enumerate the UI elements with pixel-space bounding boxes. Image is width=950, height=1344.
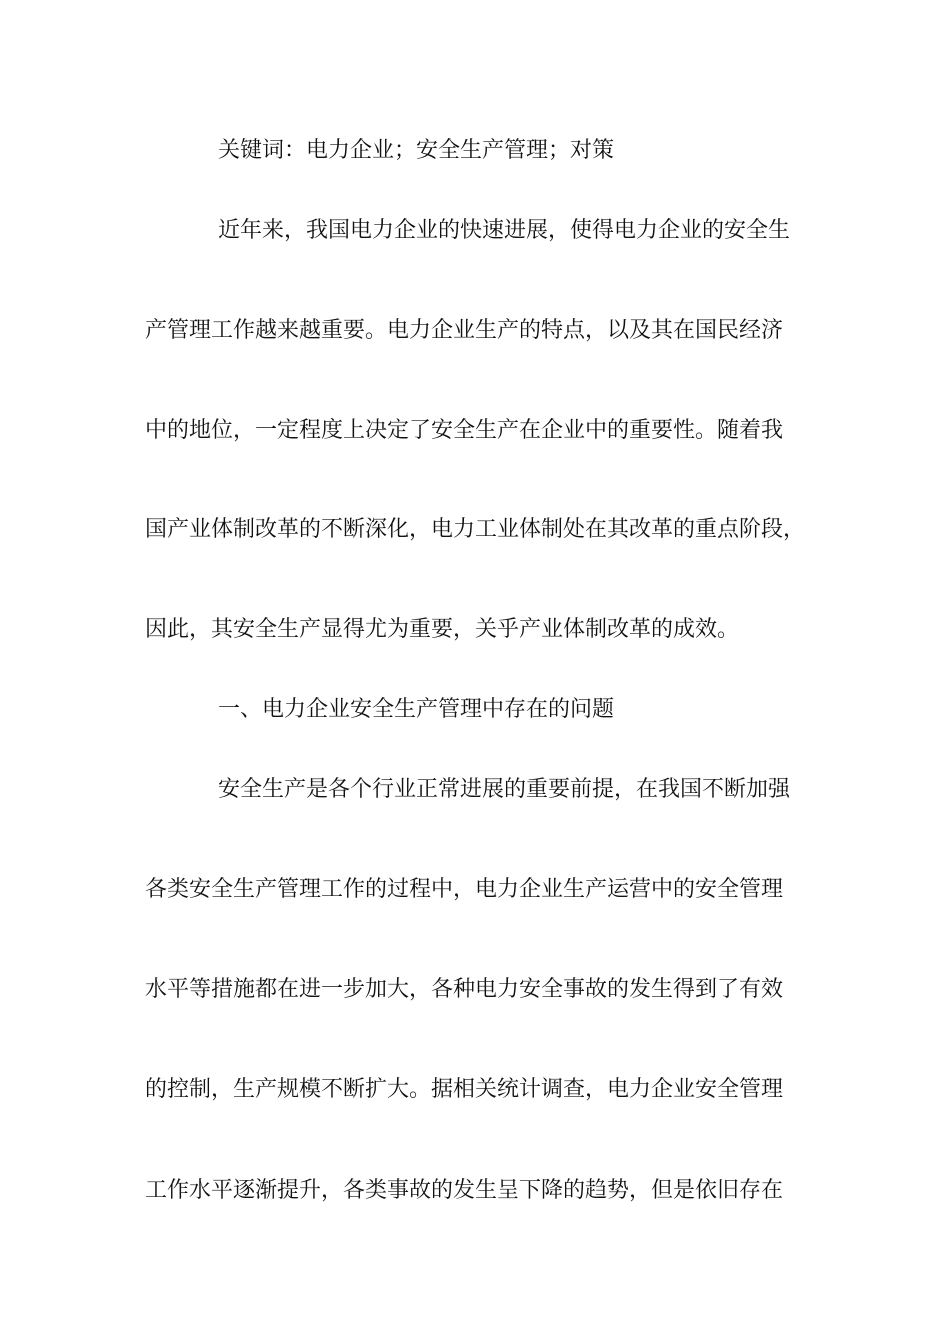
paragraph-line: 因此，其安全生产显得尤为重要，关乎产业体制改革的成效。 [145,617,740,642]
paragraph-line: 国产业体制改革的不断深化，电力工业体制处在其改革的重点阶段， [145,517,806,542]
paragraph-line: 近年来，我国电力企业的快速进展，使得电力企业的安全生 [218,218,791,243]
keywords-line: 关键词：电力企业；安全生产管理；对策 [218,138,615,163]
paragraph-line: 中的地位，一定程度上决定了安全生产在企业中的重要性。随着我 [145,418,784,443]
paragraph-line: 安全生产是各个行业正常进展的重要前提，在我国不断加强 [218,777,791,802]
paragraph-line: 产管理工作越来越重要。电力企业生产的特点，以及其在国民经济 [145,318,784,343]
paragraph-line: 的控制，生产规模不断扩大。据相关统计调查，电力企业安全管理 [145,1077,784,1102]
paragraph-line: 水平等措施都在进一步加大，各种电力安全事故的发生得到了有效 [145,977,784,1002]
paragraph-line: 各类安全生产管理工作的过程中，电力企业生产运营中的安全管理 [145,877,784,902]
section-heading: 一、电力企业安全生产管理中存在的问题 [218,697,615,722]
paragraph-line: 工作水平逐渐提升，各类事故的发生呈下降的趋势，但是依旧存在 [145,1178,784,1203]
